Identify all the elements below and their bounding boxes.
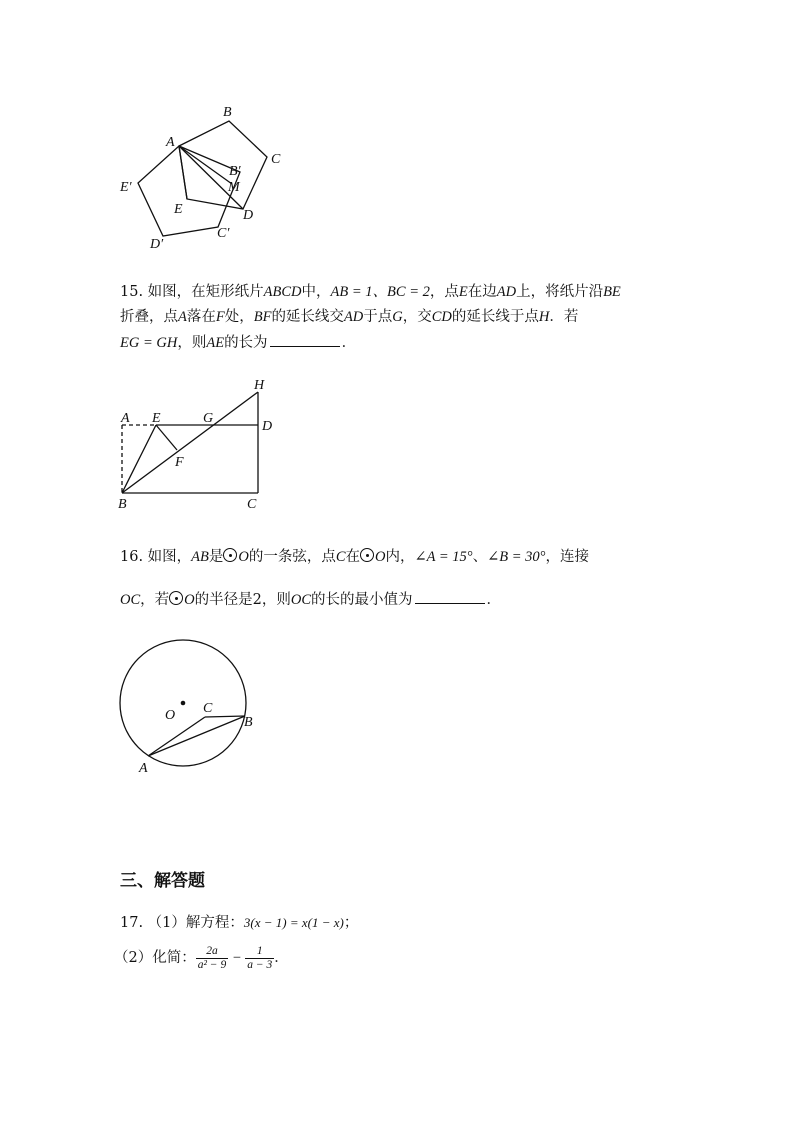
- label-m: M: [228, 180, 240, 195]
- label-a: A: [121, 411, 130, 426]
- label-c: C: [271, 152, 281, 167]
- section-title: 三、解答题: [120, 871, 205, 891]
- q15-line2: 折叠，点A落在F处，BF的延长线交AD于点G，交CD的延长线于点H．若: [120, 309, 579, 325]
- fraction-2a-over-a2-9: $\frac{2a}{\text{a² − 9}}$: [197, 944, 227, 971]
- center-dot-o: [181, 701, 186, 706]
- label-e-prime: E′: [120, 180, 132, 195]
- label-c: C: [203, 701, 213, 716]
- label-d: D: [243, 208, 254, 223]
- q17-equation: 3(x − 1) = x(1 − x): [243, 915, 344, 930]
- label-o: O: [165, 708, 176, 723]
- label-a: A: [166, 135, 175, 150]
- label-b: B: [223, 105, 232, 120]
- label-h: H: [254, 378, 265, 393]
- q17-number: 17.: [120, 915, 144, 931]
- label-e: E: [152, 411, 161, 426]
- label-f: F: [175, 455, 184, 470]
- segment-cb: [205, 716, 245, 717]
- q16-number: 16.: [120, 549, 144, 565]
- label-d-prime: D′: [150, 237, 164, 252]
- label-c: C: [247, 497, 257, 512]
- label-d: D: [262, 419, 273, 434]
- fraction-1-over-a-3: $\frac{1}{a - 3}$: [247, 944, 273, 971]
- label-b-prime: B′: [229, 164, 241, 179]
- q15-line3: EG = GH，则AE的长为 ．: [120, 332, 356, 353]
- label-b: B: [118, 497, 127, 512]
- chord-ab: [148, 716, 245, 756]
- label-g: G: [203, 411, 214, 426]
- q15-line1: 15. 如图，在矩形纸片ABCD中，AB = 1、BC = 2，点E在边AD上，将纸片沿BE: [120, 284, 621, 300]
- label-b: B: [244, 715, 253, 730]
- label-c-prime: C′: [217, 226, 230, 241]
- q17-part2: （2）化简： $\frac{2a}{\text{a² − 9}}$ − $\frac{1}{a - 3}$ ．: [114, 944, 289, 971]
- q17-part1: 17. （1）解方程：3(x − 1) = x(1 − x)；: [120, 915, 359, 931]
- label-e: E: [174, 202, 183, 217]
- q15-number: 15.: [120, 284, 144, 300]
- q16-line2: OC，若 O的半径是2，则OC的长的最小值为 ．: [120, 589, 501, 610]
- label-a: A: [139, 761, 148, 776]
- q16-line1: 16. 如图，AB是 O的一条弦，点C在 O内，∠A = 15°、∠B = 30°，连接: [120, 549, 589, 565]
